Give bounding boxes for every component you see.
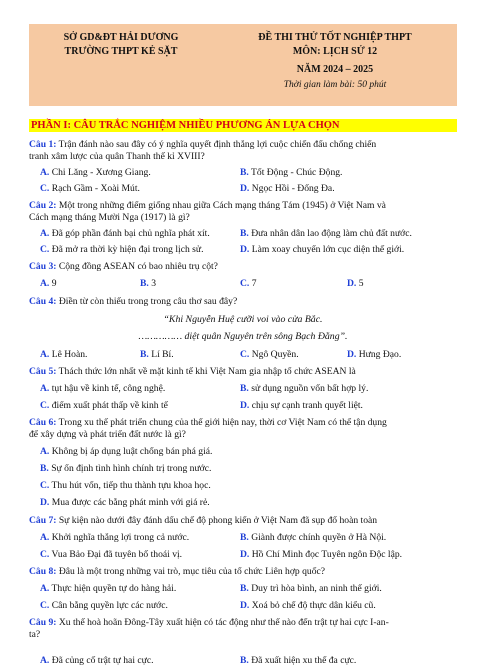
option-a: A. Không bị áp dụng luật chống bán phá giá. [40,446,213,457]
option-d: D. Mua được các bằng phát minh với giá rẻ. [40,497,210,508]
option-c: C. Cân bằng quyền lực các nước. [40,600,168,611]
section-title: PHẦN I: CÂU TRẮC NGHIỆM NHIỀU PHƯƠNG ÁN LỰA CHỌN [29,119,457,132]
question-text: Một trong những điểm giống nhau giữa Cách mạng tháng Tám (1945) ở Việt Nam và [56,200,386,211]
option-a: A. Đã góp phần đánh bại chủ nghĩa phát xít. [40,228,210,239]
question-number: Câu 2: [29,200,57,211]
option-b: B. Lí Bí. [140,349,174,360]
question-text: Điền từ còn thiếu trong trong câu thơ sau đây? [56,296,238,307]
time-limit: Thời gian làm bài: 50 phút [283,80,387,90]
option-d: D. Xoá bỏ chế độ thực dân kiểu cũ. [240,600,376,611]
option-b: B. Duy trì hòa bình, an ninh thế giới. [240,583,382,594]
question-text-cont: để xây dựng và phát triển đất nước là gì? [29,429,186,440]
poem-line-2: …………… diệt quân Nguyên trên sông Bạch Đằng”. [138,331,348,342]
option-a: A. Khởi nghĩa thắng lợi trong cả nước. [40,532,190,543]
question-3 [29,261,459,273]
option-a: A. tụt hậu về kinh tế, công nghệ. [40,383,166,394]
question-text-cont: Cách mạng tháng Mười Nga (1917) là gì? [29,212,190,223]
option-d: D. Ngọc Hồi - Đống Đa. [240,183,335,194]
question-number: Câu 5: [29,366,57,377]
question-text: Sự kiện nào dưới đây đánh dấu chế độ phong kiến ở Việt Nam đã sụp đổ hoàn toàn [56,515,378,526]
question-5 [29,366,459,378]
option-c: C. Đã mở ra thời kỳ hiện đại trong lịch sử. [40,244,204,255]
option-a: A. Thực hiện quyền tự do hàng hải. [40,583,177,594]
option-b: B. sử dụng nguồn vốn bất hợp lý. [240,383,369,394]
question-9 [29,617,459,629]
option-b: B. Tốt Động - Chúc Động. [240,167,343,178]
option-a: A. Lê Hoàn. [40,349,88,360]
option-d: D. Làm xoay chuyển lớn cục diện thế giới. [240,244,405,255]
option-c: C. điểm xuất phát thấp về kinh tế [40,400,168,411]
question-number: Câu 8: [29,566,57,577]
question-6 [29,417,459,429]
question-number: Câu 6: [29,417,57,428]
question-4 [29,296,459,308]
option-b: B. 3 [140,278,157,289]
question-text: Trong xu thế phát triển chung của thế giới hiện nay, thời cơ Việt Nam có thể tận dụng [56,417,387,428]
question-number: Câu 9: [29,617,57,628]
option-b: B. Giành được chính quyền ở Hà Nội. [240,532,387,543]
question-7 [29,515,459,527]
option-d: D. 5 [347,278,364,289]
question-text-cont: tranh xâm lược của quân Thanh thế kỉ XVIII? [29,151,205,162]
option-b: B. Đã xuất hiện xu thế đa cực. [240,655,357,666]
option-c: C. Rạch Gầm - Xoài Mút. [40,183,140,194]
option-c: C. Ngô Quyền. [240,349,299,360]
option-a: A. Chi Lăng - Xương Giang. [40,167,151,178]
question-text: Trận đánh nào sau đây có ý nghĩa quyết định thắng lợi cuộc chiến đấu chống chiến [56,139,377,150]
exam-header [29,24,457,106]
option-d: D. Hồ Chí Minh đọc Tuyên ngôn Độc lập. [240,549,403,560]
school-year: NĂM 2024 – 2025 [296,64,374,75]
option-a: A. 9 [40,278,57,289]
question-2 [29,200,459,212]
option-c: C. Thu hút vốn, tiếp thu thành tựu khoa học. [40,480,211,491]
question-text-cont: ta? [29,629,41,640]
option-b: B. Sự ổn định tình hình chính trị trong nước. [40,463,212,474]
subject-name: MÔN: LỊCH SỬ 12 [292,46,378,57]
question-text: Đâu là một trong những vai trò, mục tiêu của tổ chức Liên hợp quốc? [56,566,326,577]
question-number: Câu 4: [29,296,57,307]
option-d: D. chịu sự cạnh tranh quyết liệt. [240,400,363,411]
school-name: TRƯỜNG THPT KẺ SẶT [64,46,178,57]
question-number: Câu 3: [29,261,57,272]
department-name: SỞ GD&ĐT HẢI DƯƠNG [63,32,179,43]
option-d: D. Hưng Đạo. [347,349,402,360]
option-a: A. Đã củng cố trật tự hai cực. [40,655,154,666]
exam-title: ĐỀ THI THỬ TỐT NGHIỆP THPT [258,32,412,43]
question-1 [29,139,459,151]
question-number: Câu 1: [29,139,57,150]
option-c: C. Vua Bảo Đại đã tuyên bố thoái vị. [40,549,183,560]
question-text: Cộng đồng ASEAN có bao nhiêu trụ cột? [56,261,218,272]
question-number: Câu 7: [29,515,57,526]
option-c: C. 7 [240,278,257,289]
poem-line-1: “Khi Nguyễn Huệ cưỡi voi vào cửa Bắc. [163,314,323,325]
option-b: B. Đưa nhân dân lao động làm chủ đất nước. [240,228,412,239]
question-text: Xu thế hoà hoãn Đông-Tây xuất hiện có tác động như thế nào đến trật tự hai cực I-an- [56,617,389,628]
question-8 [29,566,459,578]
question-text: Thách thức lớn nhất về mặt kinh tế khi Việt Nam gia nhập tổ chức ASEAN là [56,366,356,377]
